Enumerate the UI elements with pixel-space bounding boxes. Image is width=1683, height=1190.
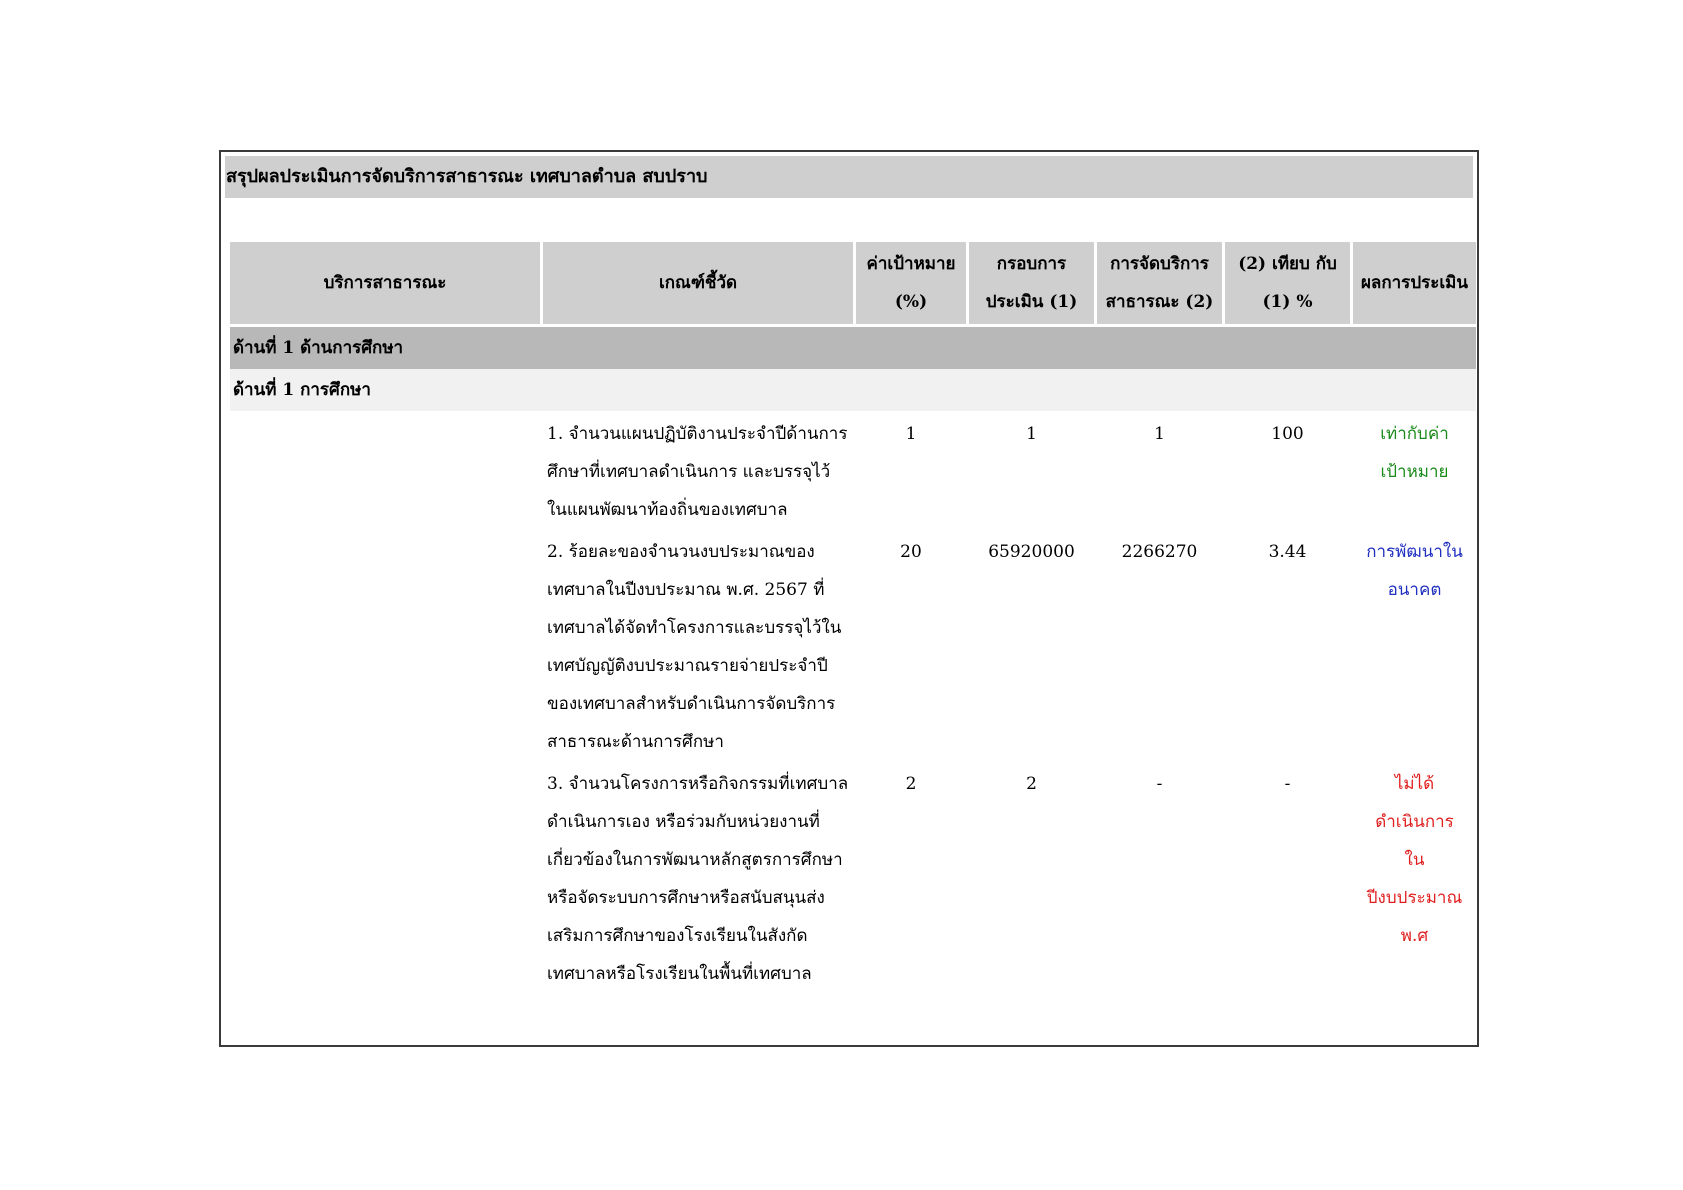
result-cell — [1353, 761, 1476, 993]
result-line: ใน — [1404, 850, 1425, 870]
evaluation-table — [227, 242, 1479, 993]
framework-cell: 2 — [1026, 774, 1037, 794]
section-title: ด้านที่ 1 ด้านการศึกษา — [230, 327, 1476, 369]
result-line: ไม่ได้ — [1394, 774, 1435, 794]
result-line: อนาคต — [1387, 580, 1442, 600]
result-line: พ.ศ — [1400, 926, 1429, 946]
target-cell: 20 — [900, 542, 922, 562]
subsection-row — [230, 369, 1476, 411]
header-provision: การจัดบริการสาธารณะ (2) — [1097, 242, 1222, 327]
framework-cell: 65920000 — [988, 542, 1075, 562]
header-result: ผลการประเมิน — [1353, 242, 1476, 327]
provision-cell: 2266270 — [1121, 542, 1198, 562]
compare-cell: 3.44 — [1268, 542, 1307, 562]
result-line: การพัฒนาใน — [1366, 542, 1463, 562]
service-cell — [230, 529, 540, 761]
service-cell — [230, 761, 540, 993]
table-row — [230, 411, 1476, 529]
provision-cell: 1 — [1154, 424, 1165, 444]
result-cell — [1353, 411, 1476, 529]
report-title: สรุปผลประเมินการจัดบริการสาธารณะ เทศบาลตำบล สบปราบ — [225, 156, 1473, 198]
target-cell: 2 — [905, 774, 917, 794]
framework-cell: 1 — [1026, 424, 1037, 444]
table-header-row — [230, 242, 1476, 327]
header-compare: (2) เทียบ กับ (1) % — [1225, 242, 1350, 327]
header-service: บริการสาธารณะ — [230, 242, 540, 327]
result-line: เป้าหมาย — [1380, 462, 1449, 482]
report-frame — [219, 150, 1479, 1047]
table-row — [230, 761, 1476, 993]
indicator-cell: 2. ร้อยละของจำนวนงบประมาณของเทศบาลในปีงบประมาณ พ.ศ. 2567 ที่เทศบาลได้จัดทำโครงการและบรรจุไว้ในเทศบัญญัติงบประมาณรายจ่ายประจำปีของเทศบาลสำหรับดำเนินการจัดบริการสาธารณะด้านการศึกษา — [547, 542, 842, 752]
result-line: ดำเนินการ — [1375, 812, 1454, 832]
header-target: ค่าเป้าหมาย (%) — [856, 242, 966, 327]
section-row — [230, 327, 1476, 369]
result-cell — [1353, 529, 1476, 761]
indicator-cell: 3. จำนวนโครงการหรือกิจกรรมที่เทศบาลดำเนินการเอง หรือร่วมกับหน่วยงานที่เกี่ยวข้องในการพัฒนาหลักสูตรการศึกษาหรือจัดระบบการศึกษาหรือสนับสนุนส่งเสริมการศึกษาของโรงเรียนในสังกัดเทศบาลหรือโรงเรียนในพื้นที่เทศบาล — [547, 774, 849, 984]
header-framework: กรอบการประเมิน (1) — [969, 242, 1094, 327]
compare-cell: - — [1284, 774, 1291, 794]
target-cell: 1 — [905, 424, 917, 444]
result-line: เท่ากับค่า — [1380, 424, 1449, 444]
result-line: ปีงบประมาณ — [1366, 888, 1463, 908]
compare-cell: 100 — [1271, 424, 1304, 444]
subsection-title: ด้านที่ 1 การศึกษา — [230, 369, 1476, 411]
indicator-cell: 1. จำนวนแผนปฏิบัติงานประจำปีด้านการศึกษาที่เทศบาลดำเนินการ และบรรจุไว้ในแผนพัฒนาท้องถิ่นของเทศบาล — [547, 424, 848, 520]
provision-cell: - — [1156, 774, 1163, 794]
service-cell — [230, 411, 540, 529]
header-indicator: เกณฑ์ชี้วัด — [543, 242, 853, 327]
table-row — [230, 529, 1476, 761]
